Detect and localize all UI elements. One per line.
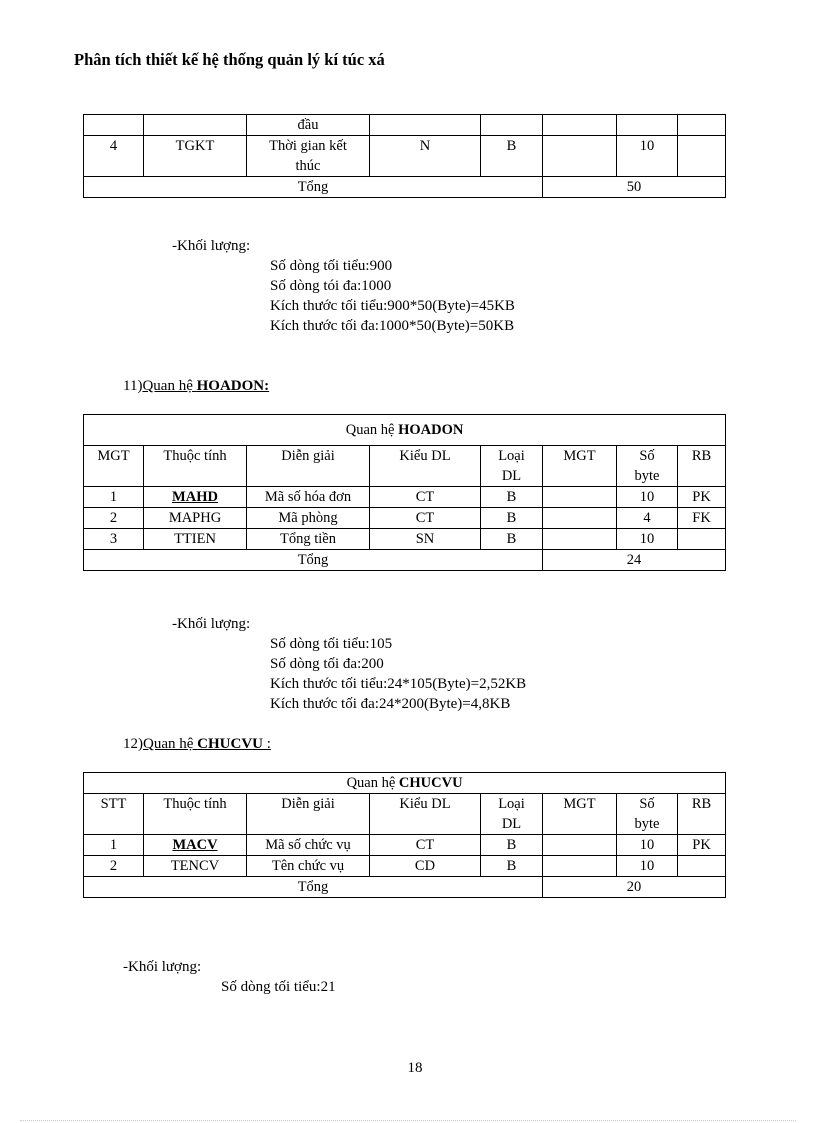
col-header-line: Số (639, 796, 655, 812)
volume-line: Số dòng tói đa:1000 (270, 278, 392, 294)
table-row (84, 115, 726, 136)
volume-line: Số dòng tối đa:200 (270, 656, 384, 672)
table-title-prefix: Quan hệ (346, 775, 399, 791)
col-header: Diễn giải (247, 446, 370, 487)
table-chucvu (83, 772, 726, 898)
table-cell: 2 (84, 508, 144, 529)
table-cell: PK (678, 835, 726, 856)
table-cell: 2 (84, 856, 144, 877)
table-cell: Mã số chức vụ (247, 835, 370, 856)
col-header-line: Số (639, 448, 655, 464)
table-cell: B (481, 487, 543, 508)
table-cell: TGKT (144, 136, 247, 177)
table-cell: TTIEN (144, 529, 247, 550)
table-title (84, 415, 726, 446)
table-cell: Tổng tiền (247, 529, 370, 550)
table-cell: B (481, 136, 543, 177)
col-header (481, 446, 543, 487)
table-cell: N (370, 136, 481, 177)
table-cell: 4 (617, 508, 678, 529)
col-header-line: byte (634, 816, 660, 832)
volume-line: Số dòng tối tiểu:900 (270, 258, 393, 274)
volume-line: Kích thước tối đa:1000*50(Byte)=50KB (270, 318, 515, 334)
desc-line: thúc (295, 158, 321, 174)
col-header (617, 794, 678, 835)
col-header: MGT (84, 446, 144, 487)
total-label: Tổng (84, 550, 543, 571)
col-header: Kiểu DL (370, 794, 481, 835)
section-name: HOADON: (196, 378, 270, 394)
col-header: STT (84, 794, 144, 835)
table-title (84, 773, 726, 794)
page-header-title: Phân tích thiết kế hệ thống quản lý kí túc xá (74, 50, 385, 69)
table-cell: 3 (84, 529, 144, 550)
table-cell: 1 (84, 487, 144, 508)
table-total-row (84, 177, 726, 198)
total-label: Tổng (84, 177, 543, 198)
col-header: MGT (543, 446, 617, 487)
col-header-line: byte (634, 468, 660, 484)
col-header: Thuộc tính (144, 794, 247, 835)
table-cell (678, 856, 726, 877)
col-header-line: Loại (498, 448, 525, 464)
table-cell-key: MAHD (144, 487, 247, 508)
table-cell: FK (678, 508, 726, 529)
col-header (617, 446, 678, 487)
col-header: MGT (543, 794, 617, 835)
col-header: Kiểu DL (370, 446, 481, 487)
table-hoadon (83, 414, 726, 571)
table-cell: PK (678, 487, 726, 508)
section-text-label: Quan hệ (142, 378, 197, 394)
table-row (84, 508, 726, 529)
table-cell: 10 (617, 136, 678, 177)
section-text (143, 736, 271, 752)
col-header: Thuộc tính (144, 446, 247, 487)
table-cell: TENCV (144, 856, 247, 877)
section-heading-12 (123, 734, 271, 754)
table-cell: 10 (617, 487, 678, 508)
table-row (84, 487, 726, 508)
table-cell: đầu (247, 115, 370, 136)
col-header-line: DL (501, 816, 522, 832)
table-cell: 10 (617, 856, 678, 877)
section-name: CHUCVU (197, 736, 263, 752)
table-header-row (84, 794, 726, 835)
table-title-prefix: Quan hệ (345, 422, 399, 438)
table-cell: B (481, 835, 543, 856)
table-title-name: HOADON (398, 422, 464, 438)
table-cell (678, 529, 726, 550)
table-cell: SN (370, 529, 481, 550)
section-suffix: : (263, 736, 271, 752)
volume-line: Số dòng tối tiểu:21 (221, 979, 336, 995)
table-row (84, 856, 726, 877)
col-header: Diễn giải (247, 794, 370, 835)
page-bottom-divider (20, 1120, 796, 1121)
table-cell: Tên chức vụ (247, 856, 370, 877)
table-row (84, 529, 726, 550)
volume-label: -Khối lượng: (172, 238, 251, 254)
table-cell-key: MACV (144, 835, 247, 856)
table-cell: 10 (617, 529, 678, 550)
table-continuation (83, 114, 726, 198)
volume-line: Kích thước tối tiểu:900*50(Byte)=45KB (270, 298, 515, 314)
total-value: 50 (543, 177, 726, 198)
table-cell (247, 136, 370, 177)
col-header-line: DL (501, 468, 522, 484)
volume-label: -Khối lượng: (123, 959, 202, 975)
section-heading-11 (123, 376, 269, 396)
table-cell: 4 (84, 136, 144, 177)
table-cell: CT (370, 508, 481, 529)
volume-line: Kích thước tối đa:24*200(Byte)=4,8KB (270, 696, 511, 712)
table-cell: CT (370, 835, 481, 856)
table-row (84, 136, 726, 177)
total-value: 24 (543, 550, 726, 571)
table-cell: B (481, 529, 543, 550)
col-header (481, 794, 543, 835)
table-row (84, 835, 726, 856)
table-cell: CD (370, 856, 481, 877)
section-prefix: 12) (123, 736, 143, 752)
table-cell: 10 (617, 835, 678, 856)
volume-label: -Khối lượng: (172, 616, 251, 632)
table-cell: Mã số hóa đơn (247, 487, 370, 508)
table-title-row (84, 415, 726, 446)
table-cell: Mã phòng (247, 508, 370, 529)
volume-line: Kích thước tối tiểu:24*105(Byte)=2,52KB (270, 676, 527, 692)
total-value: 20 (543, 877, 726, 898)
section-text-label: Quan hệ (143, 736, 198, 752)
section-text (142, 378, 269, 394)
table-title-name: CHUCVU (398, 775, 463, 791)
table-total-row (84, 550, 726, 571)
table-total-row (84, 877, 726, 898)
table-cell: CT (370, 487, 481, 508)
table-cell: B (481, 856, 543, 877)
table-cell: MAPHG (144, 508, 247, 529)
page-number: 18 (407, 1060, 423, 1076)
col-header: RB (678, 794, 726, 835)
table-cell: B (481, 508, 543, 529)
total-label: Tổng (84, 877, 543, 898)
desc-line: Thời gian kết (269, 138, 347, 154)
table-title-row (84, 773, 726, 794)
table-cell: 1 (84, 835, 144, 856)
section-prefix: 11) (123, 378, 143, 394)
volume-line: Số dòng tối tiểu:105 (270, 636, 393, 652)
col-header-line: Loại (498, 796, 525, 812)
col-header: RB (678, 446, 726, 487)
table-header-row (84, 446, 726, 487)
